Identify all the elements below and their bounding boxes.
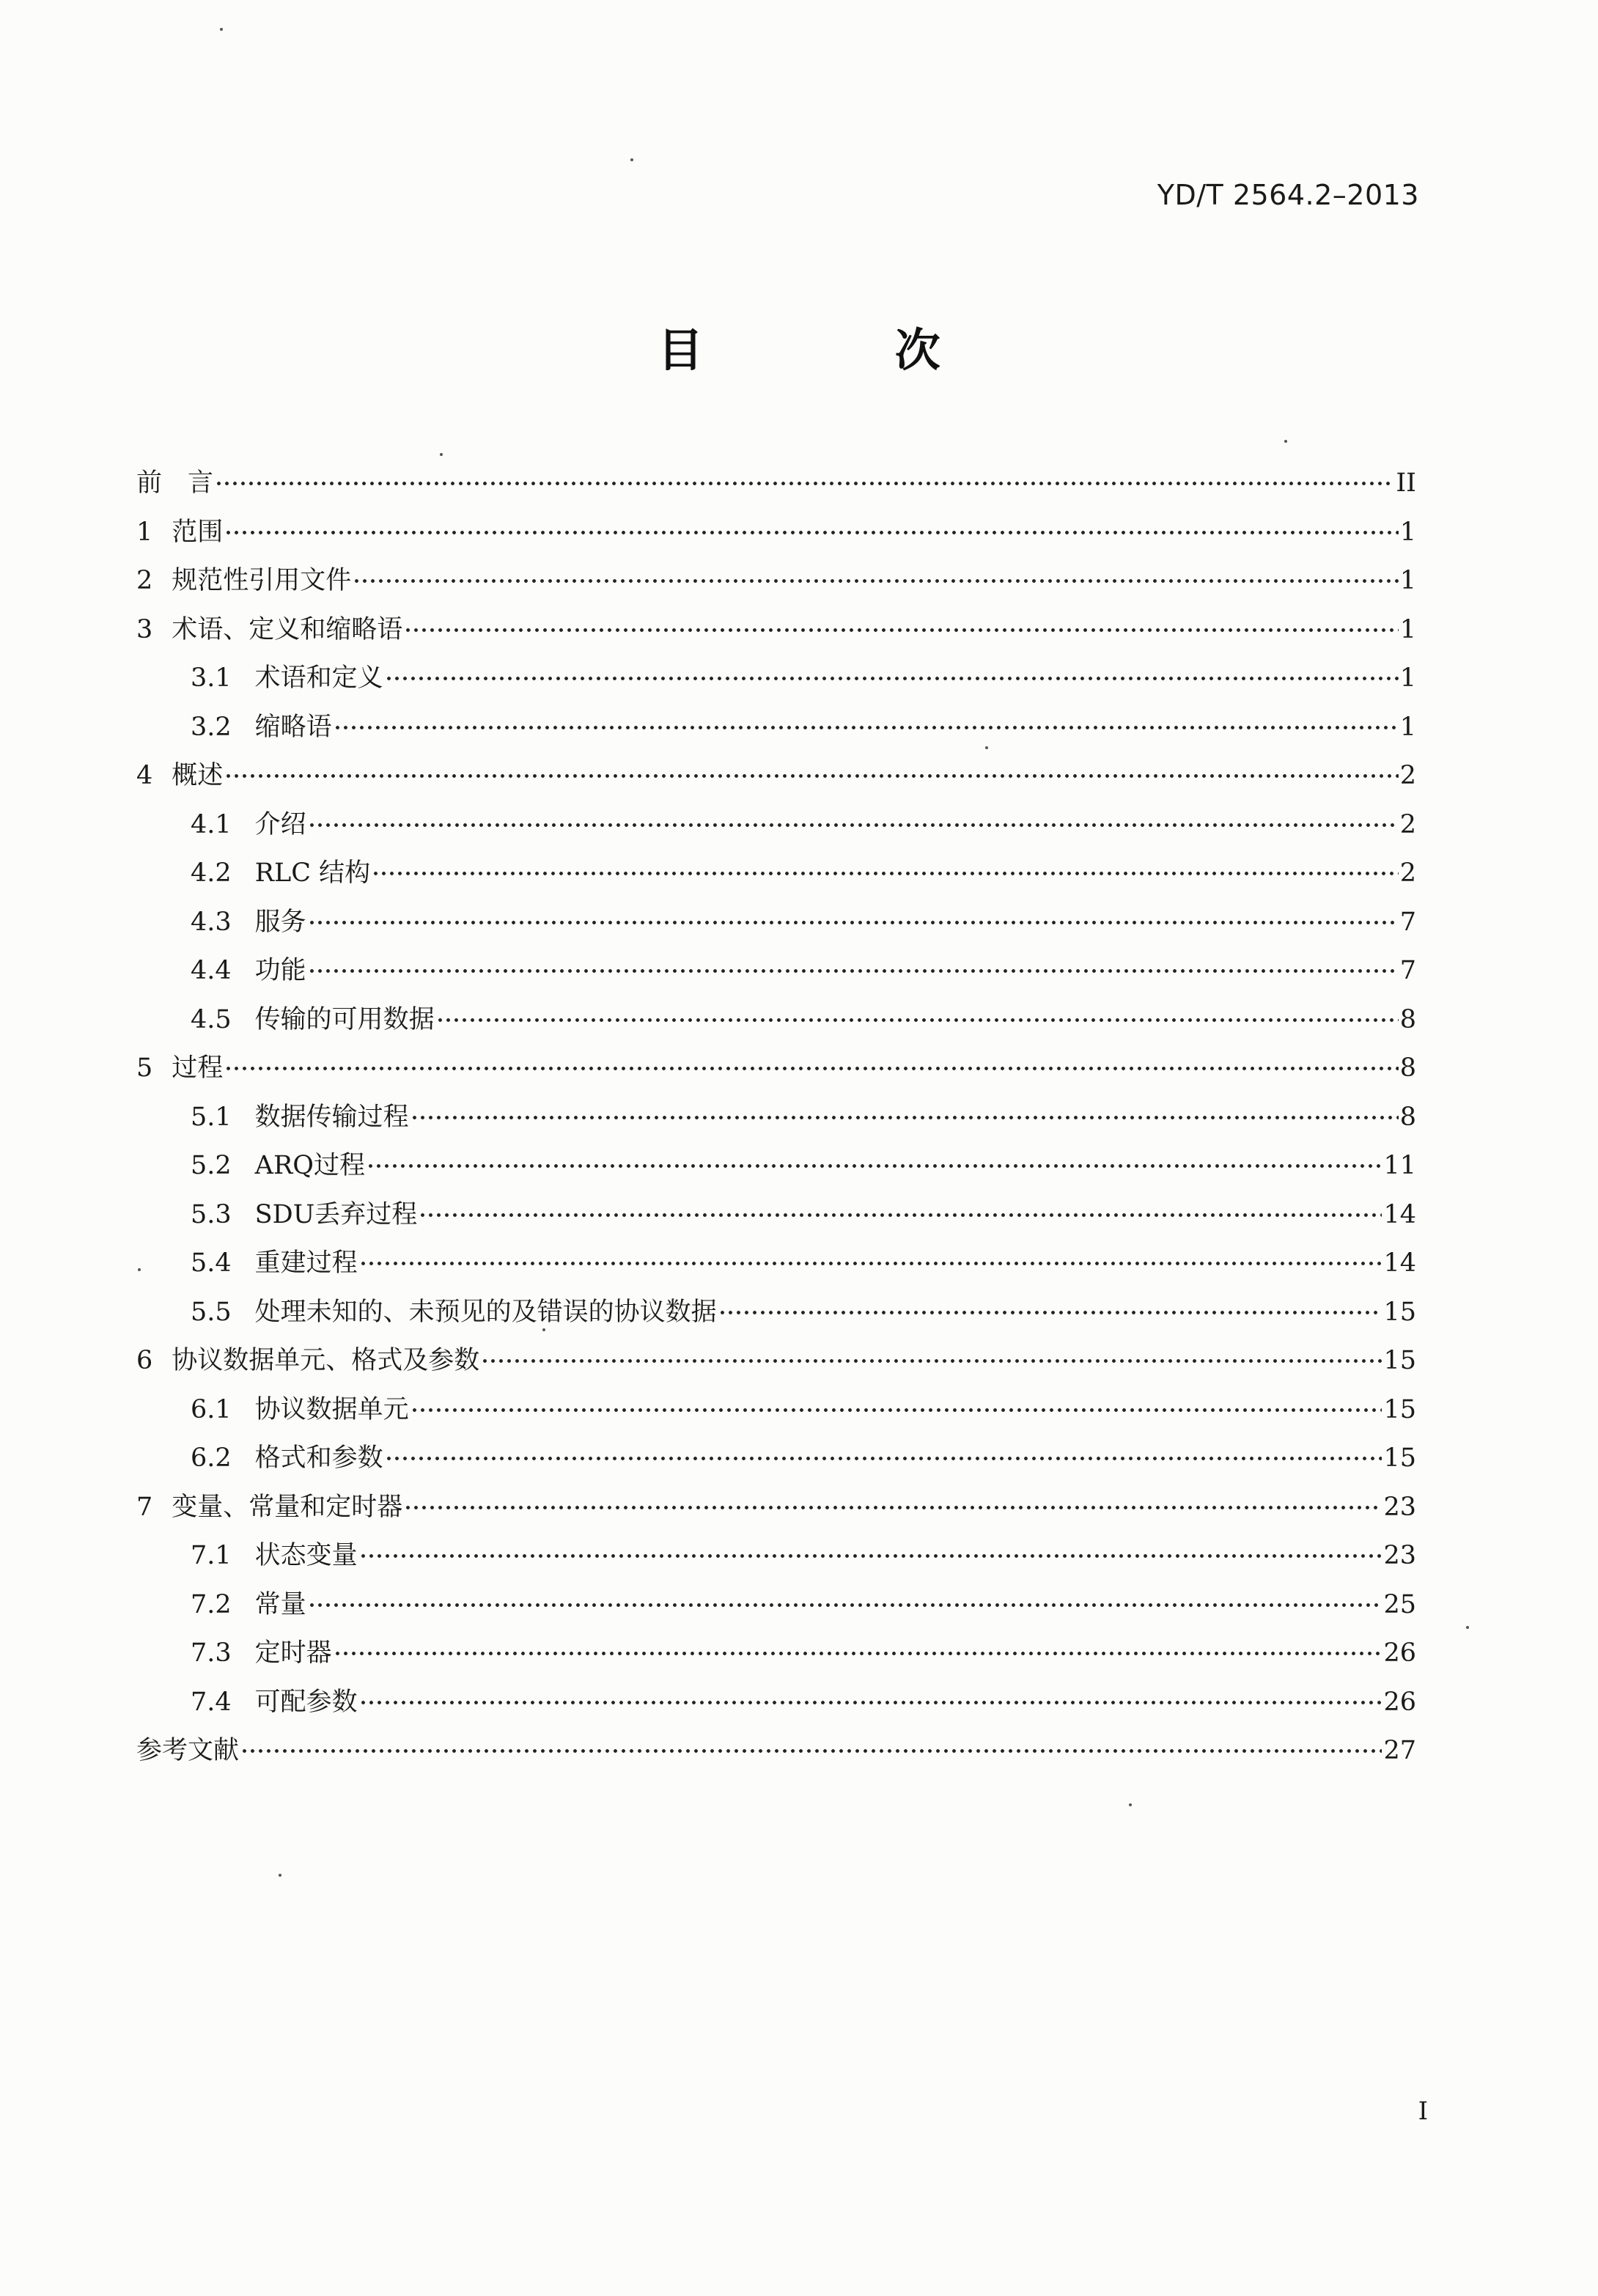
toc-entry-number: 4.1	[191, 809, 232, 839]
toc-entry-label: 定时器	[254, 1638, 332, 1668]
toc-entry[interactable]	[136, 654, 1416, 703]
toc-entry-number: 7.2	[191, 1589, 232, 1619]
toc-entry-page: 23	[1383, 1541, 1416, 1570]
scan-speck	[1284, 440, 1287, 443]
toc-entry-page: 15	[1383, 1297, 1416, 1327]
toc-leader-dots	[404, 1486, 1382, 1515]
toc-entry-number: 4	[136, 761, 153, 790]
toc-entry-number: 5.3	[191, 1199, 232, 1229]
standard-number: YD/T 2564.2–2013	[1157, 179, 1419, 211]
toc-leader-dots	[481, 1339, 1382, 1369]
toc-entry-label: 格式和参数	[254, 1443, 383, 1473]
toc-entry-label: 传输的可用数据	[254, 1004, 435, 1034]
toc-entry[interactable]	[136, 1581, 1416, 1630]
toc-entry-number: 4.5	[191, 1004, 232, 1034]
toc-entry-number: 3.1	[191, 663, 232, 693]
toc-leader-dots	[308, 949, 1399, 979]
toc-entry-number: 5.1	[191, 1102, 232, 1132]
toc-entry-number: 6	[136, 1346, 153, 1375]
toc-leader-dots	[359, 1242, 1382, 1271]
toc-entry-page: 25	[1383, 1589, 1416, 1619]
toc-entry-label: 可配参数	[254, 1687, 358, 1717]
toc-entry-number: 4.3	[191, 907, 232, 937]
table-of-contents	[136, 459, 1416, 1776]
toc-leader-dots	[419, 1193, 1382, 1223]
toc-entry-page: 23	[1383, 1492, 1416, 1522]
toc-leader-dots	[240, 1729, 1382, 1759]
toc-entry-label: 功能	[254, 956, 306, 985]
toc-leader-dots	[359, 1534, 1382, 1564]
toc-entry-page: 8	[1399, 1004, 1416, 1034]
toc-entry-page: 2	[1399, 809, 1416, 839]
toc-entry-number: 3	[136, 614, 153, 644]
toc-entry-page: 27	[1383, 1736, 1416, 1765]
toc-entry-page: 11	[1383, 1151, 1416, 1180]
toc-leader-dots	[215, 462, 1394, 491]
toc-leader-dots	[224, 511, 1398, 540]
scan-speck	[279, 1874, 281, 1877]
toc-entry-label: ARQ过程	[254, 1151, 365, 1180]
toc-entry-number: 1	[136, 517, 153, 547]
toc-entry-page: 15	[1383, 1394, 1416, 1424]
toc-leader-dots	[308, 901, 1399, 930]
toc-entry-number: 2	[136, 566, 153, 595]
toc-leader-dots	[353, 559, 1398, 589]
toc-entry[interactable]	[136, 703, 1416, 752]
toc-entry[interactable]	[136, 1239, 1416, 1288]
toc-entry[interactable]	[136, 1191, 1416, 1240]
toc-entry[interactable]	[136, 1483, 1416, 1532]
toc-leader-dots	[718, 1291, 1382, 1320]
toc-entry-number: 6.2	[191, 1443, 232, 1473]
toc-leader-dots	[410, 1096, 1399, 1125]
toc-leader-dots	[334, 706, 1399, 735]
toc-entry[interactable]	[136, 849, 1416, 898]
toc-entry-number: 7	[136, 1492, 153, 1522]
scan-speck	[138, 1268, 141, 1271]
toc-entry[interactable]	[136, 801, 1416, 850]
toc-entry[interactable]	[136, 1093, 1416, 1142]
toc-entry-page: 7	[1399, 907, 1416, 937]
toc-leader-dots	[308, 803, 1399, 833]
toc-leader-dots	[308, 1583, 1382, 1613]
toc-entry-page: 7	[1399, 956, 1416, 985]
toc-entry[interactable]	[136, 1336, 1416, 1386]
toc-entry[interactable]	[136, 751, 1416, 801]
toc-leader-dots	[385, 657, 1399, 686]
toc-entry-page: 1	[1399, 614, 1416, 644]
scan-speck	[440, 453, 443, 456]
toc-entry-number: 5.2	[191, 1151, 232, 1180]
toc-entry-page: 15	[1383, 1443, 1416, 1473]
toc-entry-number: 4.4	[191, 956, 232, 985]
toc-leader-dots	[436, 998, 1399, 1028]
toc-entry-label: 过程	[172, 1053, 224, 1083]
toc-entry-label: 范围	[172, 517, 224, 547]
scan-speck	[1129, 1803, 1132, 1806]
toc-entry[interactable]	[136, 1678, 1416, 1727]
scan-speck	[542, 1328, 545, 1331]
scan-speck	[630, 158, 633, 161]
toc-entry[interactable]	[136, 556, 1416, 606]
toc-entry-page: 14	[1383, 1199, 1416, 1229]
toc-entry-label: 服务	[254, 907, 306, 937]
toc-entry-label: 数据传输过程	[254, 1102, 409, 1132]
toc-entry-number: 7.3	[191, 1638, 232, 1668]
toc-entry[interactable]	[136, 606, 1416, 655]
toc-leader-dots	[404, 608, 1398, 638]
toc-entry-label: 参考文献	[136, 1736, 240, 1765]
toc-entry-label: 处理未知的、未预见的及错误的协议数据	[254, 1297, 717, 1327]
toc-entry-label: 前 言	[136, 468, 214, 498]
toc-leader-dots	[224, 1047, 1398, 1076]
toc-entry-page: 8	[1399, 1053, 1416, 1083]
toc-leader-dots	[372, 852, 1399, 881]
toc-entry-number: 6.1	[191, 1394, 232, 1424]
toc-entry-page: 2	[1399, 761, 1416, 790]
toc-entry-label: SDU丢弃过程	[254, 1199, 418, 1229]
toc-entry-number: 7.4	[191, 1687, 232, 1717]
toc-entry-page: 8	[1399, 1102, 1416, 1132]
toc-entry-label: 缩略语	[254, 712, 332, 742]
toc-entry-label: 协议数据单元、格式及参数	[172, 1346, 480, 1375]
scan-speck	[1466, 1626, 1469, 1629]
toc-entry[interactable]	[136, 898, 1416, 947]
toc-entry-label: 介绍	[254, 809, 306, 839]
toc-entry-page: II	[1396, 468, 1416, 498]
toc-leader-dots	[367, 1144, 1382, 1174]
toc-entry-page: 14	[1383, 1248, 1416, 1278]
toc-entry[interactable]	[136, 1288, 1416, 1337]
toc-entry-page: 26	[1383, 1638, 1416, 1668]
toc-entry-page: 26	[1383, 1687, 1416, 1717]
toc-entry-number: 4.2	[191, 858, 232, 888]
toc-entry[interactable]	[136, 1386, 1416, 1435]
toc-entry[interactable]	[136, 996, 1416, 1045]
toc-entry-label: 变量、常量和定时器	[172, 1492, 403, 1522]
toc-entry-label: 概述	[172, 761, 224, 790]
toc-entry-page: 1	[1399, 566, 1416, 595]
toc-entry-page: 1	[1399, 663, 1416, 693]
toc-entry-label: 术语和定义	[254, 663, 383, 693]
toc-entry-label: 术语、定义和缩略语	[172, 614, 403, 644]
toc-entry-number: 5.4	[191, 1248, 232, 1278]
toc-entry-label: 重建过程	[254, 1248, 358, 1278]
toc-entry[interactable]	[136, 1141, 1416, 1191]
toc-entry-page: 1	[1399, 517, 1416, 547]
toc-entry-label: 规范性引用文件	[172, 566, 352, 595]
toc-entry-page: 2	[1399, 858, 1416, 888]
toc-entry-page: 15	[1383, 1346, 1416, 1375]
toc-entry[interactable]	[136, 1726, 1416, 1776]
toc-entry[interactable]	[136, 508, 1416, 557]
page-number: I	[1418, 2097, 1428, 2126]
toc-entry-label: 状态变量	[254, 1541, 358, 1570]
toc-entry-number: 5.5	[191, 1297, 232, 1327]
toc-entry[interactable]	[136, 1434, 1416, 1483]
toc-entry[interactable]	[136, 1044, 1416, 1093]
toc-entry[interactable]	[136, 1629, 1416, 1678]
toc-entry-label: 常量	[254, 1589, 306, 1619]
toc-entry-number: 3.2	[191, 712, 232, 742]
toc-entry-number: 5	[136, 1053, 153, 1083]
toc-leader-dots	[359, 1681, 1382, 1710]
toc-entry-number: 7.1	[191, 1541, 232, 1570]
toc-entry-label: RLC 结构	[254, 858, 371, 888]
toc-entry[interactable]	[136, 459, 1416, 508]
toc-leader-dots	[410, 1388, 1382, 1418]
scan-speck	[220, 28, 223, 31]
page-title: 目 次	[658, 323, 1028, 377]
scan-speck	[985, 746, 988, 749]
toc-entry-page: 1	[1399, 712, 1416, 742]
toc-entry[interactable]	[136, 1531, 1416, 1581]
toc-leader-dots	[334, 1632, 1382, 1661]
toc-leader-dots	[224, 754, 1398, 784]
toc-leader-dots	[385, 1437, 1382, 1466]
toc-entry-label: 协议数据单元	[254, 1394, 409, 1424]
toc-entry[interactable]	[136, 946, 1416, 996]
